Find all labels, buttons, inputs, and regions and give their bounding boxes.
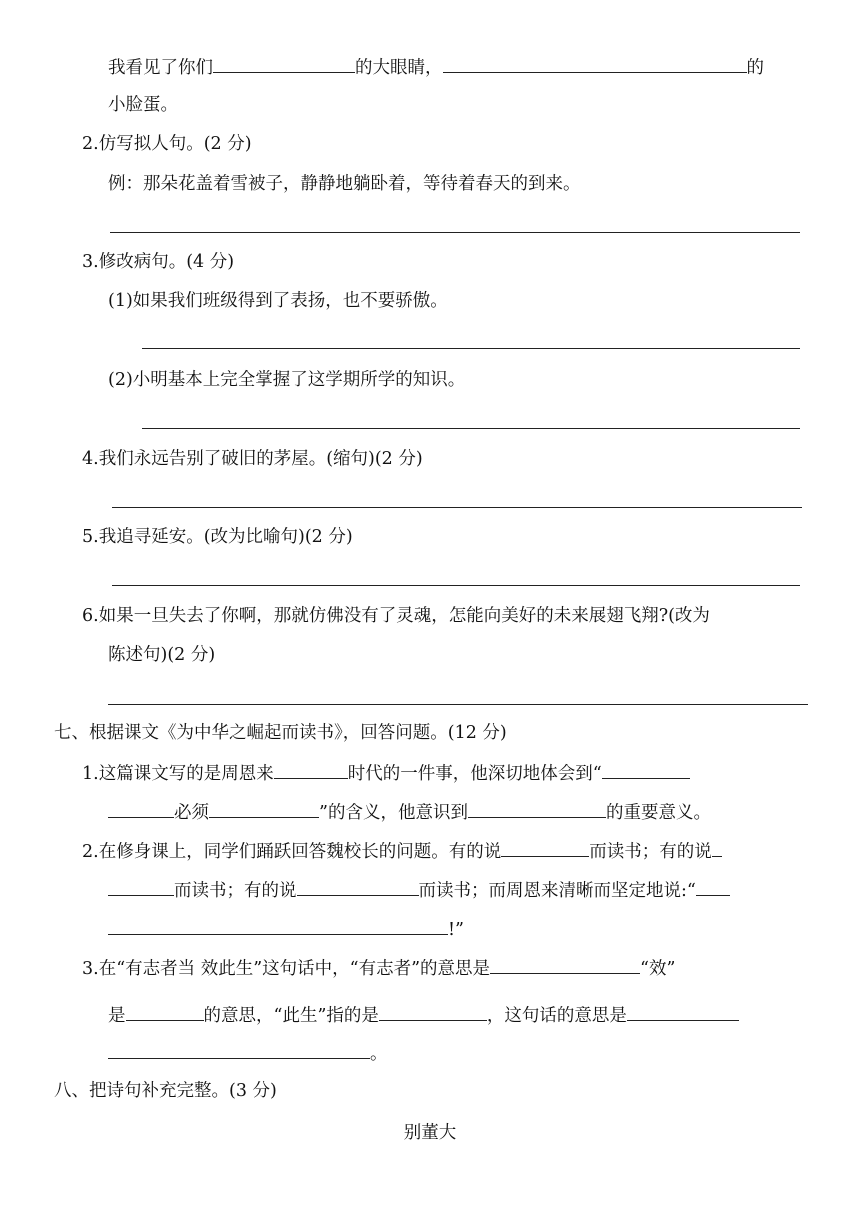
section-7-heading: 七、根据课文《为中华之崛起而读书》，回答问题。(12 分) <box>54 723 507 743</box>
answer-line[interactable] <box>110 232 800 233</box>
answer-blank[interactable] <box>712 838 722 857</box>
section-7-q2-line-1: 2.在修身课上，同学们踊跃回答魏校长的问题。有的说 而读书；有的说 <box>82 838 722 864</box>
answer-blank[interactable] <box>627 1002 739 1021</box>
answer-blank[interactable] <box>108 877 174 896</box>
answer-blank[interactable] <box>213 54 355 73</box>
answer-blank[interactable] <box>696 877 730 896</box>
answer-blank[interactable] <box>108 1040 370 1059</box>
fill-line-2: 小脸蛋。 <box>108 95 178 115</box>
answer-blank[interactable] <box>501 838 589 857</box>
section-7-q3-line-2: 是 的意思，“此生”指的是 ，这句话的意思是 <box>108 1002 739 1028</box>
section-8-heading: 八、把诗句补充完整。(3 分) <box>54 1081 277 1101</box>
section-7-q1-line-1: 1.这篇课文写的是周恩来 时代的一件事，他深切地体会到“ <box>82 760 690 786</box>
question-6-line-2: 陈述句)(2 分) <box>108 645 216 665</box>
answer-blank[interactable] <box>126 1002 204 1021</box>
answer-line[interactable] <box>112 507 802 508</box>
question-2-title: 2.仿写拟人句。(2 分) <box>82 134 252 154</box>
answer-blank[interactable] <box>297 877 419 896</box>
answer-blank[interactable] <box>443 54 747 73</box>
section-7-q2-line-2: 而读书；有的说 而读书；而周恩来清晰而坚定地说:“ <box>108 877 730 903</box>
section-7-q2-line-3: !” <box>108 916 464 942</box>
answer-blank[interactable] <box>274 760 348 779</box>
section-7-q3-line-3: 。 <box>108 1040 388 1066</box>
question-5-title: 5.我追寻延安。(改为比喻句)(2 分) <box>82 527 353 547</box>
question-3-title: 3.修改病句。(4 分) <box>82 252 235 272</box>
answer-line[interactable] <box>108 704 808 705</box>
answer-blank[interactable] <box>108 799 174 818</box>
answer-blank[interactable] <box>468 799 606 818</box>
answer-line[interactable] <box>142 428 800 429</box>
fill-line-1: 我看见了你们 的大眼睛， 的 <box>108 54 764 80</box>
answer-blank[interactable] <box>108 916 448 935</box>
answer-blank[interactable] <box>490 955 640 974</box>
poem-title: 别董大 <box>403 1123 457 1143</box>
question-4-title: 4.我们永远告别了破旧的茅屋。(缩句)(2 分) <box>82 449 423 469</box>
question-6-line-1: 6.如果一旦失去了你啊，那就仿佛没有了灵魂，怎能向美好的未来展翅飞翔?(改为 <box>82 606 710 626</box>
section-7-q3-line-1: 3.在“有志者当 效此生”这句话中，“有志者”的意思是 “效” <box>82 955 675 981</box>
answer-line[interactable] <box>112 585 800 586</box>
question-3-item-2: (2)小明基本上完全掌握了这学期所学的知识。 <box>108 370 466 390</box>
answer-blank[interactable] <box>209 799 319 818</box>
answer-blank[interactable] <box>602 760 690 779</box>
answer-blank[interactable] <box>379 1002 487 1021</box>
answer-line[interactable] <box>142 348 800 349</box>
section-7-q1-line-2: 必须 ”的含义，他意识到 的重要意义。 <box>108 799 711 825</box>
question-2-example: 例：那朵花盖着雪被子，静静地躺卧着，等待着春天的到来。 <box>108 174 581 194</box>
question-3-item-1: (1)如果我们班级得到了表扬，也不要骄傲。 <box>108 291 448 311</box>
